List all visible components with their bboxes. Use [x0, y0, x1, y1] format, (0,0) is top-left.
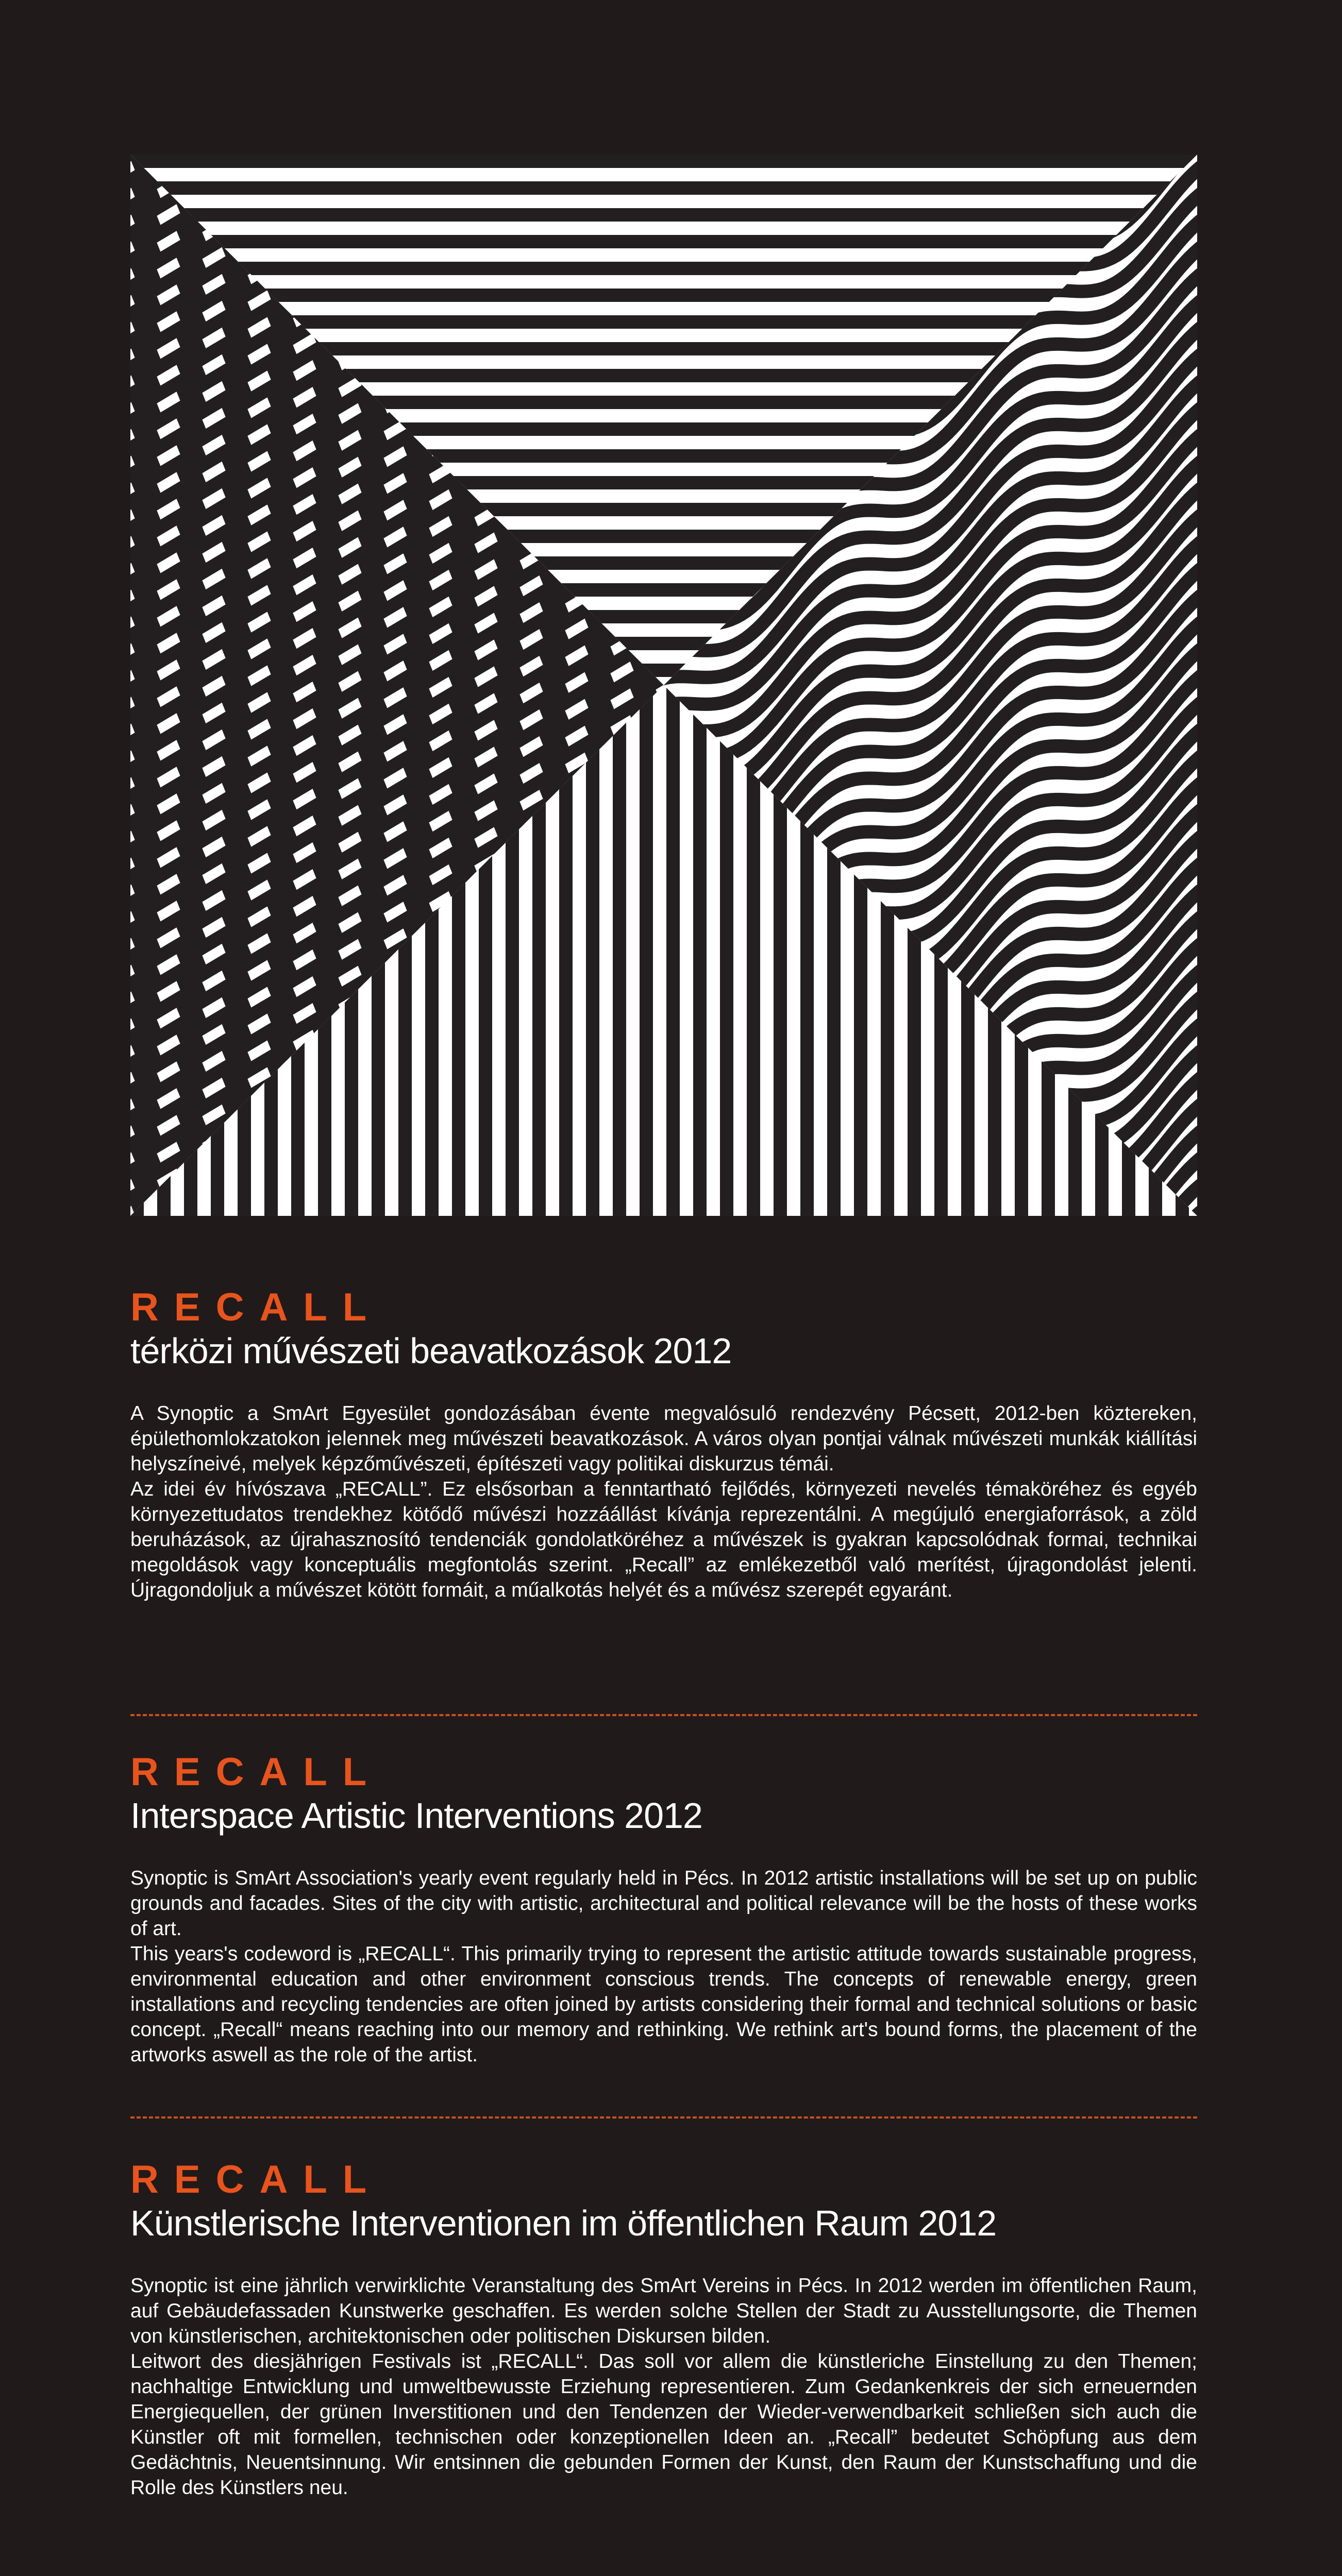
body-text-hu: A Synoptic a SmArt Egyesület gondozásában évente megvalósuló rendezvény Pécsett, 2012-ben köztereken, épülethomlokzatokon jelennek meg művészeti beavatkozások. A város olyan pontjai válnak művészeti munkák kiállítási helyszíneivé, melyek képzőművészeti, építészeti vagy politikai diskurzus témái. Az idei év hívószava „RECALL”. Ez elsősorban a fenntartható fejlődés, környezeti nevelés témaköréhez és egyéb környezettudatos trendekhez kötődő művészi hozzáállást kívánja reprezentálni. A megújuló energiaforrások, a zöld beruházások, az újrahasznosító tendenciák gondolatköréhez a művészek is gyakran kapcsolódnak formai, technikai megoldások vagy konceptuális megfontolás szerint. „Recall” az emlékezetből való merítést, újragondolást jelenti. Újragondoljuk a művészet kötött formáit, a műalkotás helyét és a művész szerepét egyaránt.: [130, 1402, 1197, 1601]
op-art-artwork: [130, 155, 1197, 1216]
recall-heading-de: RECALL: [130, 2158, 382, 2201]
section-hungarian: [130, 1285, 1197, 1603]
divider-2: [130, 2116, 1197, 2119]
section-german: [130, 2160, 1197, 2500]
zigzag-stripe: [130, 155, 724, 457]
divider-1: [130, 1714, 1197, 1716]
wave-stripes: [602, 155, 1197, 1216]
subtitle-hu: térközi művészeti beavatkozások 2012: [130, 1331, 732, 1371]
section-english: [130, 1750, 1197, 2067]
recall-heading-en: RECALL: [130, 1750, 382, 1794]
wave-stripe: [602, 155, 1197, 248]
subtitle-en: Interspace Artistic Interventions 2012: [130, 1795, 702, 1836]
body-text-de: Synoptic ist eine jährlich verwirklichte Veranstaltung des SmArt Vereins in Pécs. In 2012 werden im öffentlichen Raum, auf Gebäudefassaden Kunstwerke geschaffen. Es werden solche Stellen der Stadt zu Ausstellungsorte, die Themen von künstlerischen, architektonischen oder politischen Diskursen bilden. Leitwort des diesjährigen Festivals ist „RECALL“. Das soll vor allem die künstleriche Einstellung zu den Themen; nachhaltige Entwicklung und umweltbewusste Erziehung representieren. Zum Gedankenkreis der sich erneuernden Energiequellen, der grünen Inverstitionen und den Tendenzen der Wieder-verwendbarkeit schließen sich auch die Künstler oft mit formellen, technischen oder konzeptionellen Ideen an. „Recall” bedeutet Schöpfung aus dem Gedächtnis, Neuentsinnung. Wir entsinnen die gebunden Formen der Kunst, den Raum der Kunstschaffung und die Rolle des Künstlers neu.: [130, 2275, 1197, 2499]
recall-heading-hu: RECALL: [130, 1285, 382, 1329]
body-text-en: Synoptic is SmArt Association's yearly event regularly held in Pécs. In 2012 artistic installations will be set up on public grounds and facades. Sites of the city with artistic, architectural and political relevance will be the hosts of these works of art. This years's codeword is „RECALL“. This primarily trying to represent the artistic attitude towards sustainable progress, environmental education and other environment conscious trends. The concepts of renewable energy, green installations and recycling tendencies are often joined by artists considering their formal and technical solutions or basic concept. „Recall“ means reaching into our memory and rethinking. We rethink art's bound forms, the placement of the artworks aswell as the role of the artist.: [130, 1867, 1197, 2066]
subtitle-de: Künstlerische Interventionen im öffentlichen Raum 2012: [130, 2203, 997, 2243]
